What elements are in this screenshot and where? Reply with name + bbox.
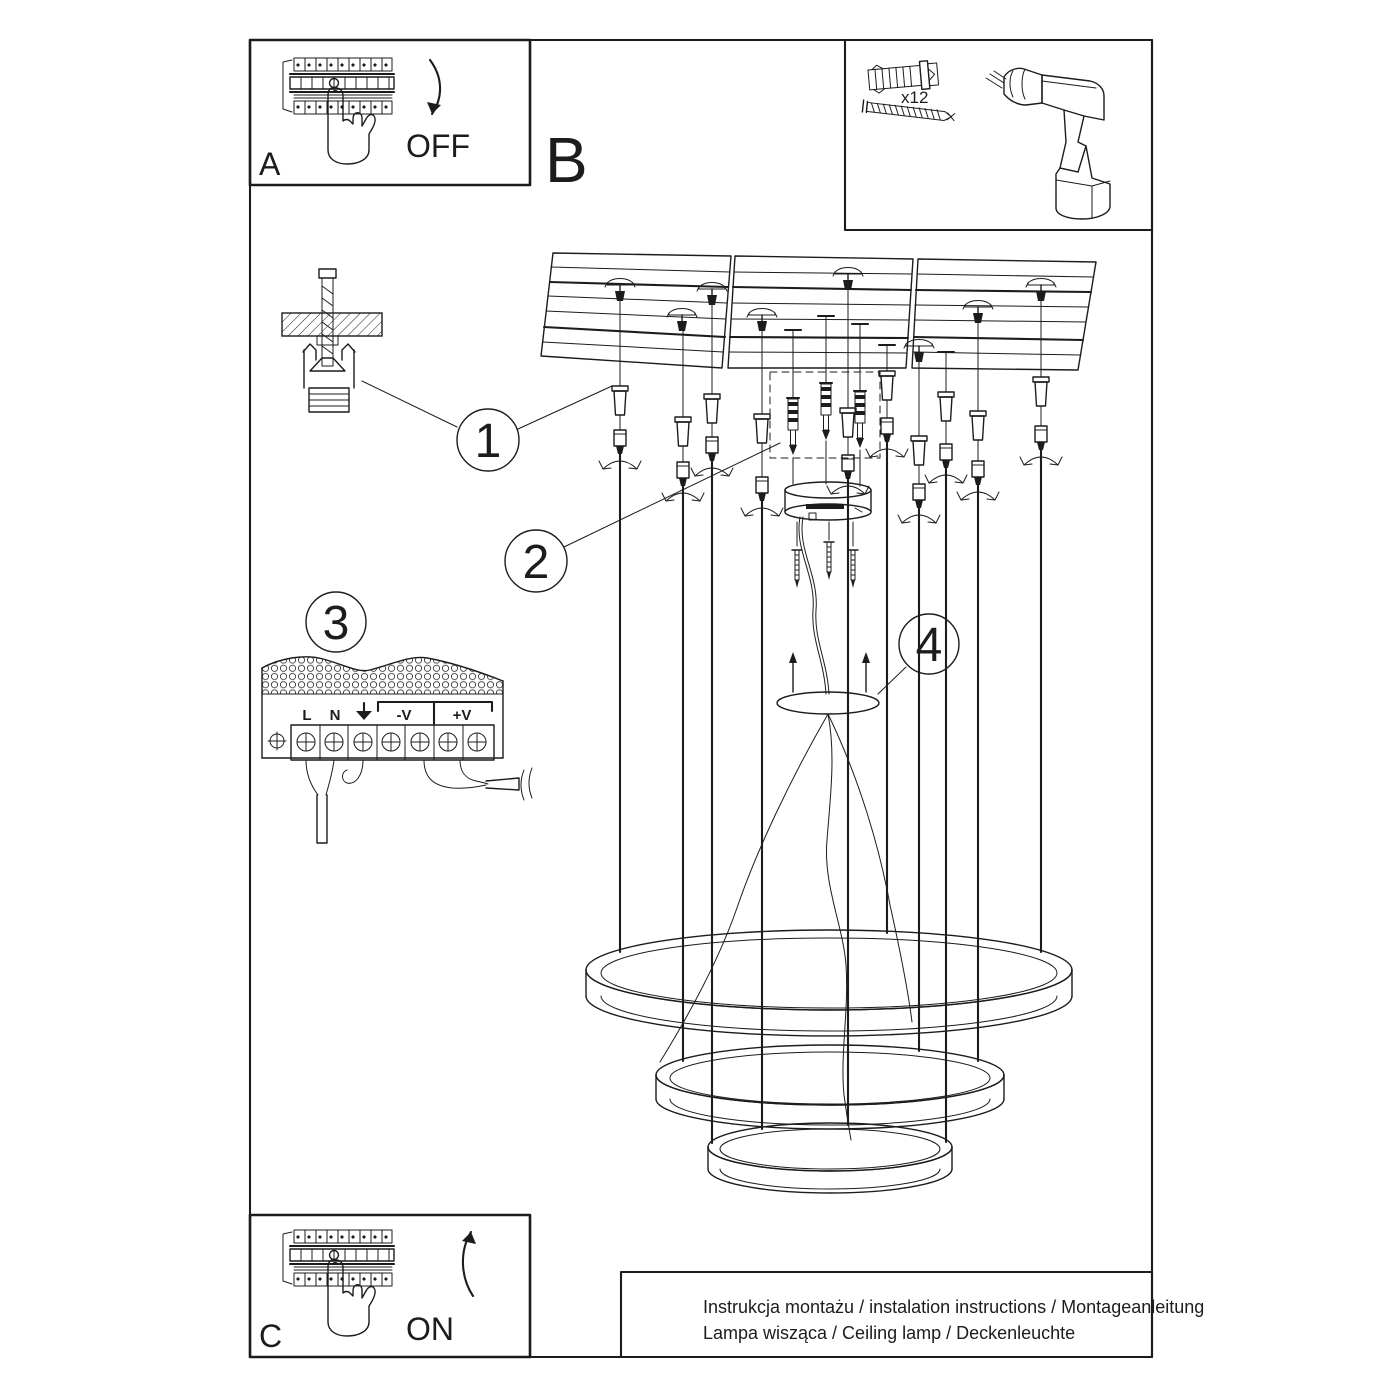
ceiling-disc	[660, 652, 912, 1140]
footer-line1: Instrukcja montażu / instalation instructions / Montageanleitung	[703, 1297, 1205, 1317]
callout-3	[306, 592, 366, 652]
canopy-screw-icon	[848, 550, 858, 588]
canopy-screw-icon	[792, 550, 802, 588]
callout-4-number: 4	[915, 619, 943, 672]
suspension-wire	[1020, 300, 1062, 952]
psu-wiring-diagram	[262, 657, 532, 843]
parts	[862, 60, 1110, 219]
suspension-wires	[599, 289, 1062, 1143]
ceiling-plates	[541, 253, 1096, 370]
step-a	[259, 58, 470, 182]
step-a-label: A	[259, 146, 281, 182]
step-b-label: B	[545, 124, 588, 196]
terminal-n-label: N	[329, 707, 341, 724]
suspension-wire	[898, 361, 940, 1051]
anchor-detail-box	[770, 323, 880, 486]
terminal-negv-label: -V	[396, 707, 412, 724]
canopy-screw-icon	[824, 542, 834, 580]
parts-box	[845, 40, 1152, 230]
step-c-label: C	[259, 1318, 283, 1354]
callout-2-number: 2	[522, 536, 550, 589]
mounting-hole-icon	[268, 732, 286, 750]
on-arrow-icon	[462, 1232, 476, 1296]
main-frame	[250, 40, 1152, 1357]
terminal-posv-label: +V	[452, 707, 472, 724]
ring-medium	[656, 1045, 1004, 1129]
canopy	[785, 482, 871, 694]
off-label: OFF	[406, 128, 470, 164]
callout-1	[362, 381, 612, 471]
callout-3-number: 3	[322, 597, 350, 650]
breaker-panel-icon	[283, 58, 394, 114]
ceiling-plate-1	[541, 253, 731, 368]
step-c	[259, 1230, 476, 1354]
screw-count-label: x12	[901, 88, 929, 107]
ring-large	[586, 930, 1072, 1036]
drill-icon	[986, 68, 1110, 219]
footer-line2: Lampa wisząca / Ceiling lamp / Deckenleuchte	[703, 1323, 1076, 1343]
anchor-cross-section	[282, 269, 382, 412]
ceiling-plate-3	[912, 259, 1096, 370]
suspension-wire	[957, 322, 999, 1061]
off-arrow-icon	[427, 60, 441, 114]
suspension-wire	[662, 330, 704, 1061]
terminal-screws	[297, 733, 486, 751]
suspension-wire	[691, 304, 733, 1143]
terminal-l-label: L	[302, 707, 312, 724]
on-label: ON	[406, 1311, 454, 1347]
breaker-panel-icon	[283, 1230, 394, 1286]
ring-small	[708, 1123, 952, 1193]
footer	[703, 1297, 1204, 1343]
suspension-wire	[866, 351, 908, 933]
ceiling-plate-2	[728, 256, 913, 368]
pointing-hand-icon	[328, 88, 375, 164]
suspension-wire	[599, 300, 641, 952]
callout-1-number: 1	[474, 415, 502, 468]
callout-2	[505, 443, 780, 592]
pointing-hand-icon	[328, 1260, 375, 1336]
earth-symbol	[356, 703, 372, 720]
